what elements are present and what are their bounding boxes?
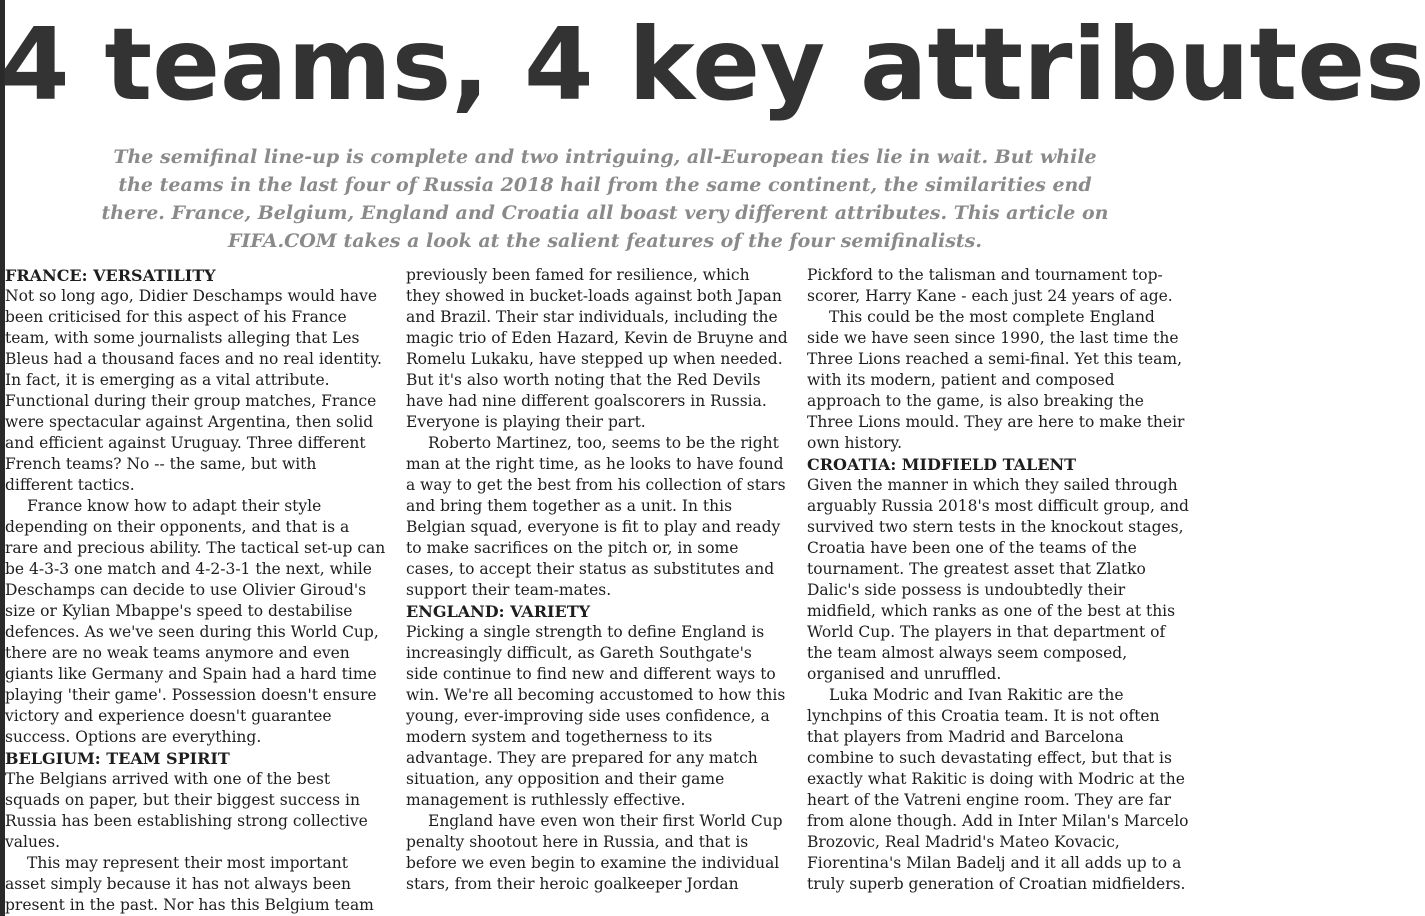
section-heading-belgium: BELGIUM: TEAM SPIRIT (5, 749, 230, 768)
section-heading-england: ENGLAND: VARIETY (406, 602, 591, 621)
paragraph: This could be the most complete England side we have seen since 1990, the last time the Three Lions reached a semi-final. Yet this team, with its modern, patient and composed approach to the game, is also breaking the Three Lions mould. They are here to make their own history. (807, 308, 1185, 452)
column-2 (406, 265, 788, 916)
paragraph: Roberto Martinez, too, seems to be the right man at the right time, as he looks to have found a way to get the best from his collection of stars and bring them together as a unit. In this Belgian squad, everyone is fit to play and ready to make sacrifices on the pitch or, in some cases, to accept their status as substitutes and support their team-mates. (406, 434, 786, 599)
paragraph: France know how to adapt their style depending on their opponents, and that is a rare and precious ability. The tactical set-up can be 4-3-3 one match and 4-2-3-1 the next, while Deschamps can decide to use Olivier Giroud's size or Kylian Mbappe's speed to destabilise defences. As we've seen during this World Cup, there are no weak teams anymore and even giants like Germany and Spain had a hard time playing 'their game'. Possession doesn't ensure victory and experience doesn't guarantee success. Options are everything. (5, 497, 386, 746)
paragraph: Luka Modric and Ivan Rakitic are the lynchpins of this Croatia team. It is not often that players from Madrid and Barcelona combine to such devastating effect, but that is exactly what Rakitic is doing with Modric at the heart of the Vatreni engine room. They are far from alone though. Add in Inter Milan's Marcelo Brozovic, Real Madrid's Mateo Kovacic, Fiorentina's Milan Badelj and it all adds up to a truly superb generation of Croatian midfielders. (807, 686, 1189, 893)
section-heading-france: FRANCE: VERSATILITY (5, 266, 216, 285)
paragraph: England have even won their first World Cup penalty shootout here in Russia, and that is before we even begin to examine the individual stars, from their heroic goalkeeper Jordan (406, 812, 783, 893)
article-body (5, 265, 1205, 916)
paragraph: Pickford to the talisman and tournament top-scorer, Harry Kane - each just 24 years of age. (807, 266, 1173, 305)
headline: 4 teams, 4 key attributes (0, 6, 1425, 123)
paragraph: Given the manner in which they sailed through arguably Russia 2018's most difficult group, and survived two stern tests in the knockout stages, Croatia have been one of the teams of the tournament. The greatest asset that Zlatko Dalic's side possess is undoubtedly their midfield, which ranks as one of the best at this World Cup. The players in that department of the team almost always seem composed, organised and unruffled. (807, 476, 1189, 683)
standfirst: The semifinal line-up is complete and two intriguing, all-European ties lie in wait. But while the teams in the last four of Russia 2018 hail from the same continent, the similarities end there. France, Belgium, England and Croatia all boast very different attributes. This article on FIFA.COM takes a look at the salient features of the four semifinalists. (101, 146, 1109, 252)
paragraph: The Belgians arrived with one of the best squads on paper, but their biggest success in Russia has been establishing strong collective values. (5, 770, 368, 851)
paragraph: previously been famed for resilience, which they showed in bucket-loads against both Japan and Brazil. Their star individuals, including the magic trio of Eden Hazard, Kevin de Bruyne and Romelu Lukaku, have stepped up when needed. But it's also worth noting that the Red Devils have had nine different goalscorers in Russia. Everyone is playing their part. (406, 266, 788, 431)
paragraph: This may represent their most important asset simply because it has not always been present in the past. Nor has this Belgium team (5, 854, 374, 914)
column-1 (5, 265, 387, 916)
paragraph: Not so long ago, Didier Deschamps would have been criticised for this aspect of his France team, with some journalists alleging that Les Bleus had a thousand faces and no real identity. In fact, it is emerging as a vital attribute. Functional during their group matches, France were spectacular against Argentina, then solid and efficient against Uruguay. Three different French teams? No -- the same, but with different tactics. (5, 287, 382, 494)
section-heading-croatia: CROATIA: MIDFIELD TALENT (807, 455, 1077, 474)
paragraph: Picking a single strength to define England is increasingly difficult, as Gareth Southgate's side continue to find new and different ways to win. We're all becoming accustomed to how this young, ever-improving side uses confidence, a modern system and togetherness to its advantage. They are prepared for any match situation, any opposition and their game management is ruthlessly effective. (406, 623, 786, 809)
column-3 (807, 265, 1189, 916)
